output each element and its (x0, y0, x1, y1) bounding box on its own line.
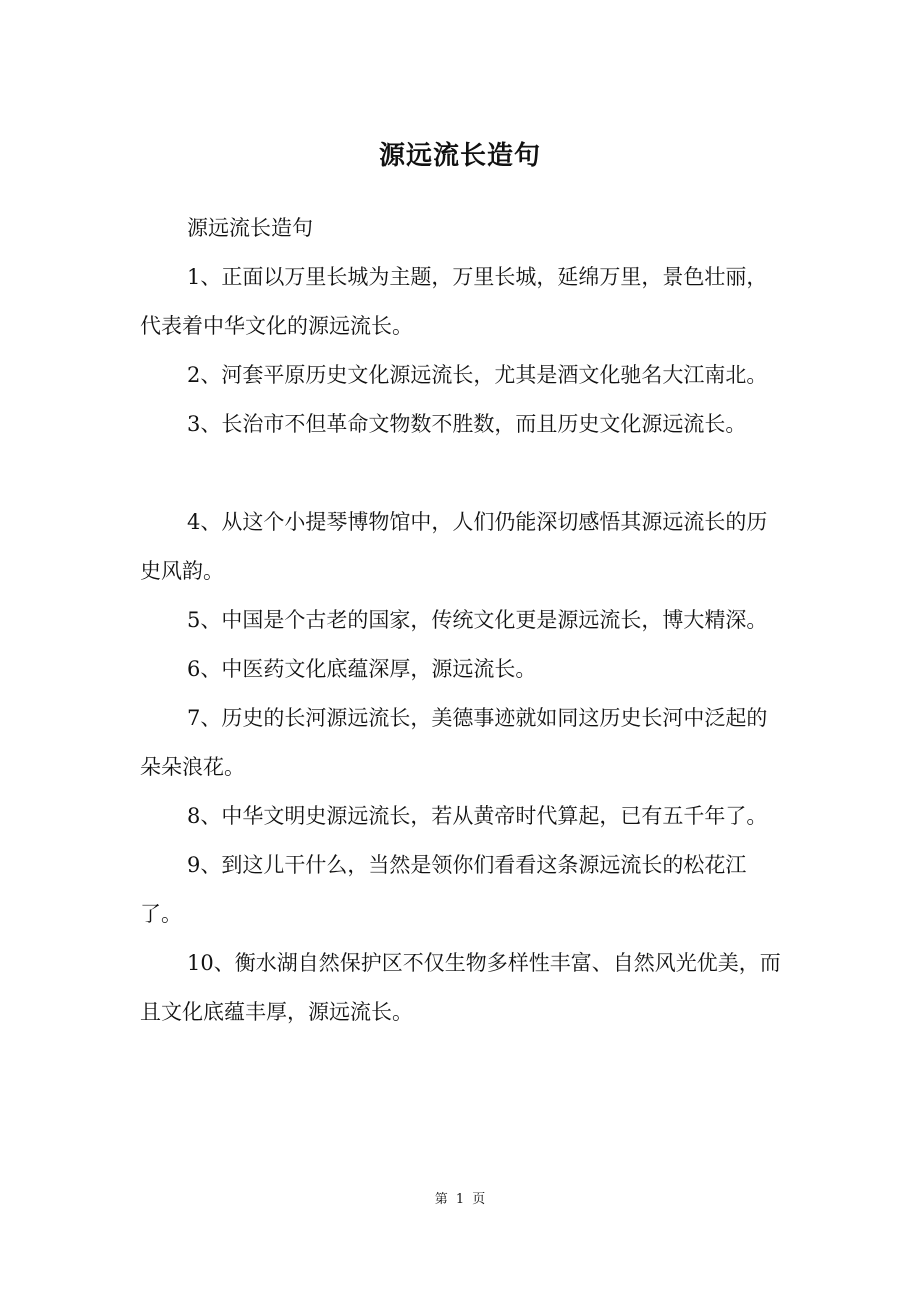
sentence-paragraph-10: 10、衡水湖自然保护区不仅生物多样性丰富、自然风光优美，而且文化底蕴丰厚，源远流长。 (140, 951, 781, 1024)
subtitle-paragraph: 源远流长造句 (187, 216, 313, 240)
sentence-paragraph-7: 7、历史的长河源远流长，美德事迹就如同这历史长河中泛起的朵朵浪花。 (140, 706, 768, 779)
sentence-paragraph-3: 3、长治市不但革命文物数不胜数，而且历史文化源远流长。 (187, 412, 747, 436)
document-body (140, 204, 786, 1037)
footer-suffix: 页 (472, 1192, 486, 1207)
sentence-paragraph-9: 9、到这儿干什么，当然是领你们看看这条源远流长的松花江了。 (140, 853, 747, 926)
sentence-paragraph-1: 1、正面以万里长城为主题，万里长城，延绵万里，景色壮丽，代表着中华文化的源远流长。 (140, 265, 768, 338)
page-number: 1 (455, 1192, 465, 1207)
page-footer (0, 1190, 920, 1210)
sentence-paragraph-8: 8、中华文明史源远流长，若从黄帝时代算起，已有五千年了。 (187, 804, 768, 828)
sentence-paragraph-6: 6、中医药文化底蕴深厚，源远流长。 (187, 657, 537, 681)
footer-prefix: 第 (434, 1192, 448, 1207)
sentence-paragraph-5: 5、中国是个古老的国家，传统文化更是源远流长，博大精深。 (187, 608, 768, 632)
page-title: 源远流长造句 (378, 141, 541, 171)
sentence-paragraph-4: 4、从这个小提琴博物馆中，人们仍能深切感悟其源远流长的历史风韵。 (140, 510, 768, 583)
sentence-paragraph-2: 2、河套平原历史文化源远流长，尤其是酒文化驰名大江南北。 (187, 363, 768, 387)
